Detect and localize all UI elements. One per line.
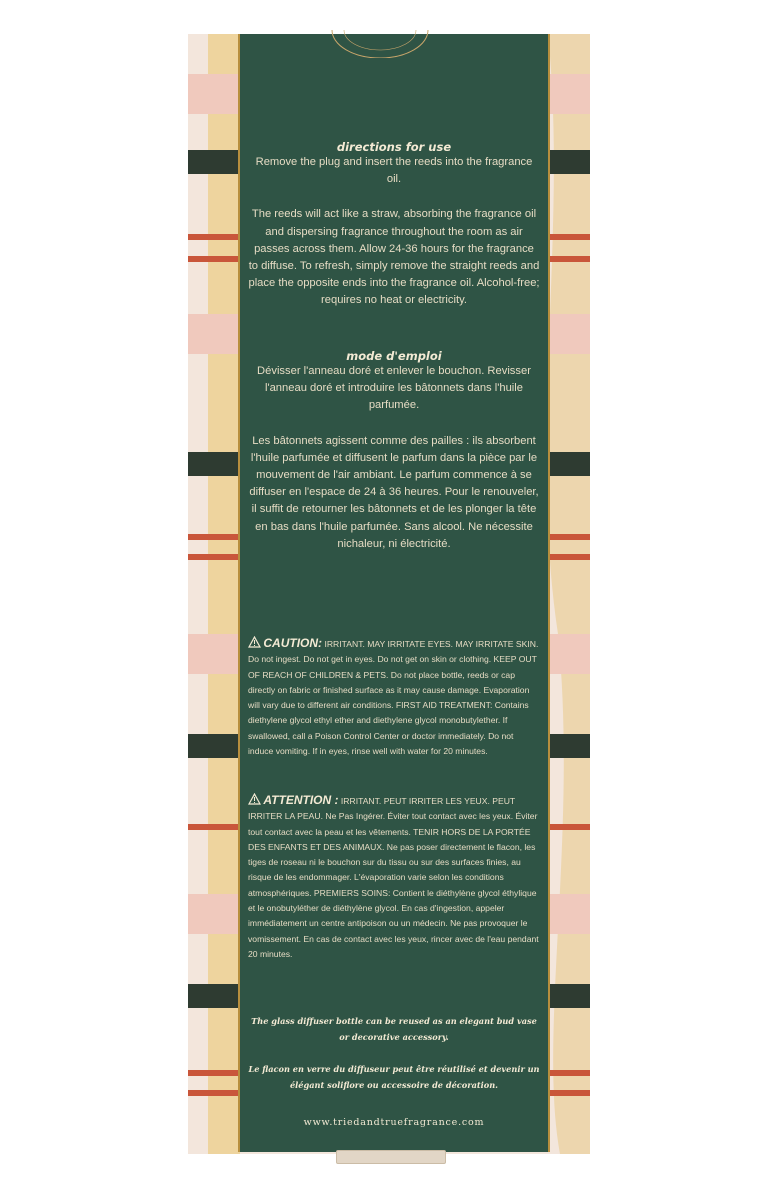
directions-fr bbox=[248, 349, 540, 553]
warning-triangle-icon bbox=[248, 793, 261, 805]
directions-en-para1: Remove the plug and insert the reeds into the fragrance oil. bbox=[255, 156, 533, 186]
warning-triangle-icon bbox=[248, 636, 261, 648]
directions-fr-para1: Dévisser l'anneau doré et enlever le bouchon. Revisser l'anneau doré et introduire les bâtonnets dans l'huile parfumée. bbox=[257, 365, 531, 412]
caution-label: CAUTION: bbox=[263, 636, 323, 650]
directions-en bbox=[248, 140, 540, 310]
caution-text: IRRITANT. MAY IRRITATE EYES. MAY IRRITATE SKIN. Do not ingest. Do not get in eyes. Do not get on skin or clothing. KEEP OUT OF REACH OF CHILDREN & PETS. Do not place bottle, reeds or cap directly on fabric or finished surface as it may cause damage. Evaporation will vary due to different air conditions. FIRST AID TREATMENT: Contains diethylene glycol ethyl ether and diethylene glycol monobutylether. If swallowed, call a Poison Control Center or doctor immediately. Do not induce vomiting. If in eyes, rinse well with water for 20 minutes. bbox=[248, 639, 539, 757]
seal-emblem-icon bbox=[330, 30, 430, 58]
attention-text: IRRITANT. PEUT IRRITER LES YEUX. PEUT IRRITER LA PEAU. Ne Pas Ingérer. Éviter tout contact avec les yeux. Éviter tout contact avec la peau et les vêtements. TENIR HORS DE LA PORTÉE DES ENFANTS ET DES ANIMAUX. Ne pas poser directement le flacon, les tiges de roseau ni le bouchon sur du tissu ou sur des surfaces finies, au risque de les endommager. L'évaporation varie selon les conditions atmosphériques. PREMIERS SOINS: Contient le diéthylène glycol éthylique et le onobutyléther de diéthylène glycol. En cas d'ingestion, appeler immédiatement un centre antipoison ou un médecin. Ne pas provoquer le vomissement. En cas de contact avec les yeux, rincer avec de l'eau pendant 20 minutes. bbox=[248, 796, 539, 959]
directions-fr-heading: mode d'emploi bbox=[346, 349, 442, 363]
attention-block bbox=[248, 793, 540, 962]
directions-fr-para2: Les bâtonnets agissent comme des pailles : ils absorbent l'huile parfumée et diffusent le parfum dans la pièce par le mouvement de l'air ambiant. Le parfum commence à se diffuser en l'espace de 24 à 36 heures. Pour le renouveler, il suffit de retourner les bâtonnets et de les plonger la tête en bas dans l'huile parfumée. Sans alcool. Ne nécessite nichaleur, ni électricité. bbox=[249, 434, 539, 550]
directions-en-para2: The reeds will act like a straw, absorbing the fragrance oil and dispersing fragrance throughout the room as air passes across them. Allow 24-36 hours for the fragrance to diffuse. To refresh, simply remove the straight reeds and place the opposite ends into the fragrance oil. Alcohol-free; requires no heat or electricity. bbox=[248, 208, 540, 307]
reuse-note-en: The glass diffuser bottle can be reused as an elegant bud vase or decorative accessory. bbox=[251, 1016, 537, 1042]
caution-block bbox=[248, 636, 540, 759]
attention-label: ATTENTION : bbox=[263, 793, 339, 807]
reuse-note-fr: Le flacon en verre du diffuseur peut être réutilisé et devenir un élégant soliflore ou accessoire de décoration. bbox=[248, 1064, 540, 1090]
box-bottom-tab bbox=[336, 1150, 446, 1164]
website-url: www.triedandtruefragrance.com bbox=[303, 1117, 485, 1128]
directions-en-heading: directions for use bbox=[336, 140, 452, 154]
